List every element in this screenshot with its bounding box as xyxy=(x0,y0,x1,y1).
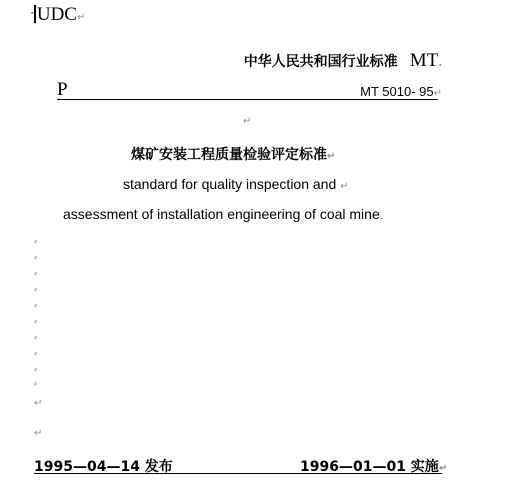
implement-date: 1996—01—01 实施 xyxy=(300,459,439,475)
empty-line-mark: ⸗ xyxy=(34,365,37,375)
empty-paragraph-mark: ↵ xyxy=(34,428,43,439)
empty-line-mark: ⸗ xyxy=(34,379,37,389)
title-cn-line xyxy=(131,144,335,164)
empty-line-mark: ⸗ xyxy=(34,317,37,327)
empty-line-mark: ⸗ xyxy=(34,333,37,343)
title-cn: 煤矿安装工程质量检验评定标准 xyxy=(131,147,327,163)
paragraph-mark: ↵ xyxy=(438,463,448,474)
text-cursor xyxy=(34,5,36,23)
classification-letter: P xyxy=(57,79,68,100)
udc-label xyxy=(30,4,85,26)
empty-line-mark: ⸗ xyxy=(34,349,37,359)
paragraph-mark: ↵ xyxy=(433,88,442,99)
empty-line-mark: ⸗ xyxy=(34,285,37,295)
udc-text: UDC xyxy=(36,4,77,25)
bullet-mark: · xyxy=(30,5,35,20)
standard-category-code: MT xyxy=(409,50,439,71)
title-en-1: standard for quality inspection and xyxy=(123,176,337,192)
paragraph-mark: . xyxy=(438,58,442,69)
standard-code-line xyxy=(360,84,442,99)
empty-line-mark: ⸗ xyxy=(34,301,37,311)
issue-date: 1995—04—14 发布 xyxy=(34,459,173,475)
empty-paragraph-mark: ↵ xyxy=(34,398,43,409)
empty-paragraph-mark: ↵ xyxy=(243,116,252,127)
header-rule xyxy=(57,99,438,100)
standard-category-line xyxy=(244,50,442,72)
title-en-line-2 xyxy=(63,206,383,222)
paragraph-mark: ↵ xyxy=(340,181,349,192)
empty-line-mark: ⸗ xyxy=(34,269,37,279)
standard-code: MT 5010- 95 xyxy=(360,84,434,99)
footer-rule xyxy=(34,473,442,474)
standard-category-cn: 中华人民共和国行业标准 xyxy=(243,54,398,70)
paragraph-mark: ↵ xyxy=(327,151,336,162)
title-en-2: assessment of installation engineering of coal mine xyxy=(63,206,380,222)
paragraph-mark: . xyxy=(379,211,383,222)
empty-line-mark: ⸗ xyxy=(34,253,37,263)
empty-line-mark: ⸗ xyxy=(34,237,37,247)
title-en-line-1 xyxy=(123,176,349,192)
paragraph-mark: ↵ xyxy=(76,12,86,23)
